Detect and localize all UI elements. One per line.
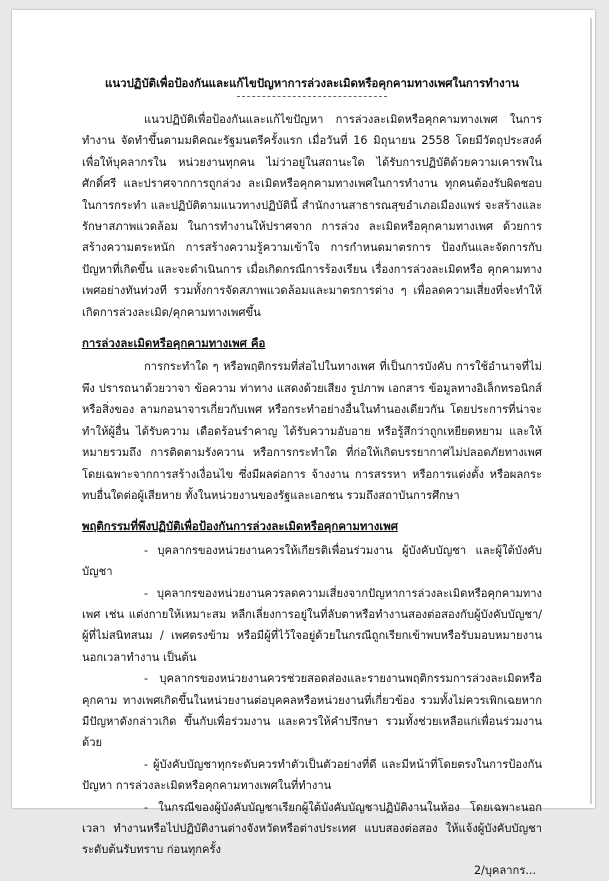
behavior-heading: พฤติกรรมที่พึงปฏิบัติเพื่อป้องกันการล่วงละเมิดหรือคุกคามทางเพศ (82, 519, 398, 534)
behavior-item-respect: - บุคลากรของหน่วยงานควรให้เกียรติเพื่อนร่วมงาน ผู้บังคับบัญชา และผู้ใต้บังคับบัญชา (82, 543, 542, 579)
intro-paragraph: แนวปฏิบัติเพื่อป้องกันและแก้ไขปัญหา การล่วงละเมิดหรือคุกคามทางเพศ ในการทำงาน จัดทำขึ้นตามมติคณะรัฐมนตรีครั้งแรก เมื่อวันที่ 16 มิถุนายน 2558 โดยมีวัตถุประสงค์ เพื่อให้บุคลากรใน หน่วยงานทุกคน ไม่ว่าอยู่ในสถานะใด ได้รับการปฏิบัติด้วยความเคารพในศักดิ์ศรี และปราศจากการถูกล่วง ละเมิดหรือคุกคามทางเพศในการทำงาน ทุกคนต้องรับผิดชอบในการกระทำ และปฏิบัติตามแนวทางปฏิบัตินี้ สำนักงานสาธารณสุขอำเภอเมืองแพร่ จะสร้างและรักษาสภาพแวดล้อม ในการทำงานให้ปราศจาก การล่วง ละเมิดหรือคุกคามทางเพศ ด้วยการสร้างความตระหนัก การสร้างความรู้ความเข้าใจ การกำหนดมาตรการ ป้องกันและจัดการกับปัญหาที่เกิดขึ้น และจะดำเนินการ เมื่อเกิดกรณีการร้องเรียน เรื่องการล่วงละเมิดหรือ คุกคามทางเพศอย่างทันท่วงที รวมทั้งการจัดสภาพแวดล้อมและมาตรการต่าง ๆ เพื่อลดความเสี่ยงที่จะทำให้ เกิดการล่วงละเมิด/คุกคามทางเพศขึ้น (82, 113, 542, 319)
behavior-item-report: - บุคลากรของหน่วยงานควรช่วยสอดส่องและรายงานพฤติกรรมการล่วงละเมิดหรือคุกคาม ทางเพศเกิดขึ้นในหน่วยงานต่อบุคคลหรือหน่วยงานที่เกี่ยวข้อง รวมทั้งไม่ควรเพิกเฉยหากมีปัญหาดังกล่าวเกิด ขึ้นกับเพื่อร่วมงาน และควรให้คำปรึกษา รวมทั้งช่วยเหลือแก่เพื่อนร่วมงานด้วย (82, 672, 542, 750)
definition-paragraph: การกระทำใด ๆ หรือพฤติกรรมที่ส่อไปในทางเพศ ที่เป็นการบังคับ การใช้อำนาจที่ไม่พึง ปรารถนาด้วยวาจา ข้อความ ท่าทาง แสดงด้วยเสียง รูปภาพ เอกสาร ข้อมูลทางอิเล็กทรอนิกส์ หรือสิ่งของ ลามกอนาจารเกี่ยวกับเพศ หรือกระทำอย่างอื่นในทำนองเดียวกัน โดยประการที่น่าจะทำให้ผู้อื่น ได้รับความ เดือดร้อนรำคาญ ได้รับความอับอาย หรือรู้สึกว่าถูกเหยียดหยาม และให้หมายรวมถึง การติดตามรังควาน หรือการกระทำใด ที่ก่อให้เกิดบรรยากาศไม่ปลอดภัยทางเพศ โดยเฉพาะจากการสร้างเงื่อนไข ซึ่งมีผลต่อการ จ้างงาน การสรรหา หรือการแต่งตั้ง หรือผลกระทบอื่นใดต่อผู้เสียหาย ทั้งในหน่วยงานของรัฐและเอกชน รวมถึงสถาบันการศึกษา (82, 360, 542, 502)
page-edge-shadow (590, 18, 592, 804)
document-body (82, 74, 542, 881)
document-title: แนวปฏิบัติเพื่อป้องกันและแก้ไขปัญหาการล่วงละเมิดหรือคุกคามทางเพศในการทำงาน (105, 76, 519, 90)
definition-heading: การล่วงละเมิดหรือคุกคามทางเพศ คือ (82, 336, 266, 351)
title-divider (237, 96, 387, 97)
behavior-item-notify: - ในกรณีของผู้บังคับบัญชาเรียกผู้ใต้บังคับบัญชาปฏิบัติงานในห้อง โดยเฉพาะนอกเวลา ทำงานหรือไปปฏิบัติงานต่างจังหวัดหรือต่างประเทศ แบบสองต่อสอง ให้แจ้งผู้บังคับบัญชาระดับต้นรับทราบ ก่อนทุกครั้ง (82, 800, 542, 857)
behavior-item-reduce-risk: - บุคลากรของหน่วยงานควรลดความเสี่ยงจากปัญหาการล่วงละเมิดหรือคุกคามทางเพศ เช่น แต่งกายให้เหมาะสม หลีกเลี่ยงการอยู่ในที่ลับตาหรือทำงานสองต่อสองกับผู้บังคับบัญชา/ผู้ที่ไม่สนิทสนม / เพศตรงข้าม หรือมีผู้ที่ไว้ใจอยู่ด้วยในกรณีถูกเรียกเข้าพบหรือรับมอบหมายงานนอกเวลาทำงาน เป็นต้น (82, 586, 542, 664)
document-page (12, 10, 595, 877)
behavior-item-supervisor-example: - ผู้บังคับบัญชาทุกระดับควรทำตัวเป็นตัวอย่างที่ดี และมีหน้าที่โดยตรงในการป้องกันปัญหา การล่วงละเมิดหรือคุกคามทางเพศในที่ทำงาน (82, 757, 542, 793)
page-continuation: 2/บุคลากร... (473, 863, 536, 877)
